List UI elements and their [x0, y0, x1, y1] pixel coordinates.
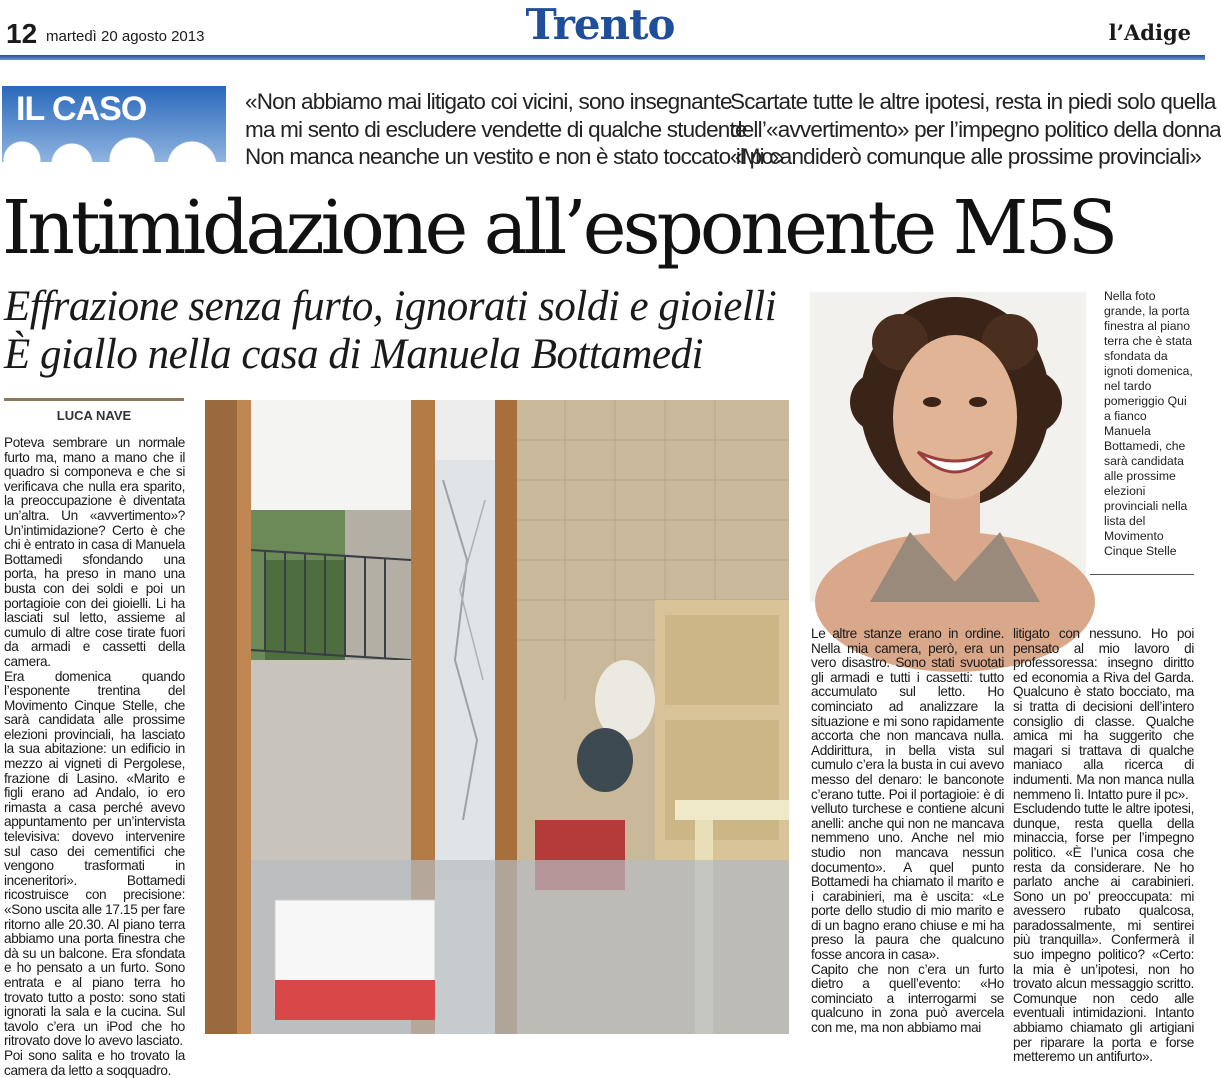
pull-quote-left: [245, 88, 784, 171]
header-rule: [0, 55, 1205, 60]
broken-door-illustration: [205, 400, 789, 1034]
article-column-1: [4, 435, 185, 1078]
byline-rule: [4, 398, 184, 401]
pull-quote-line: ma mi sento di escludere vendette di qualche studente: [245, 116, 747, 142]
article-paragraph: Era domenica quando l’esponente trentina del Movimento Cinque Stelle, che sarà candidata alle prossime elezioni provinciali, ha lasciato la sua abitazione: un edificio in mezzo ai vigneti di Pergolese, frazione di Lasino. «Marito e figli erano ad Andalo, io ero rimasta a casa perché avevo appuntamento per un’intervista televisiva: dovevo intervenire sul caso dei cementifici che vengono trasformati in inceneritori». Bottamedi ricostruisce con precisione: «Sono uscita alle 17.15 per fare ritorno alle 20.30. Al piano terra abbiamo una porta finestra che dà su un balcone. Era sfondata e ho pensato a un furto. Sono entrata e al piano terra ho trovato tutto a posto: sono stati ignorati la sala e la cucina. Sul tavolo c’era un iPod che ho ritrovato dove lo avevo lasciato.: [4, 668, 185, 1049]
byline: LUCA NAVE: [56, 408, 132, 423]
page-number: 12: [6, 18, 38, 49]
kicker-box: [2, 86, 226, 162]
kicker-label: IL CASO: [16, 90, 147, 128]
photo-caption: Nella foto grande, la porta finestra al piano terra che è stata sfondata da ignoti domenica, nel tardo pomeriggio Qui a fianco Manuela Bottamedi, che sarà candidata alle prossime elezioni provinciali nella lista del Movimento Cinque Stelle: [1104, 289, 1193, 558]
pull-quote-line: Non manca neanche un vestito e non è stato toccato il pc»: [245, 144, 784, 169]
pull-quote-line: «Mi candiderò comunque alle prossime provinciali»: [730, 144, 1202, 169]
section-title: Trento: [525, 0, 675, 49]
article-paragraph: Poteva sembrare un normale furto ma, mano a mano che il quadro si componeva e che si verificava che nulla era sparito, la preoccupazione è diventata un’altra. Un «avvertimento»? Un’intimidazione? Certo è che chi è entrato in casa di Manuela Bottamedi sfondando una porta, ha preso in mano una busta con dei soldi e poi un portagioie con dei gioielli. Li ha lasciati sul letto, assieme al cumulo di altre cose tirate fuori da armadi e cassetti della camera.: [4, 435, 185, 669]
subheadline-line: È giallo nella casa di Manuela Bottamedi: [4, 331, 703, 378]
article-paragraph: Escludendo tutte le altre ipotesi, dunque, resta quella della minaccia, forse per l’impegno politico. «È l’unica cosa che resta da considerare. Ne ho parlato anche ai carabinieri. Sono un po’ preoccupata: mi avessero rubato qualcosa, paradossalmente, mi sentirei più tranquilla». Confermerà il suo impegno politico? «Certo: la mia è un’ipotesi, non ho trovato alcun messaggio scritto. Comunque non cedo alle eventuali intimidazioni. Intanto abbiamo chiamato gli artigiani per riparare la porta e forse metteremo un antifurto».: [1013, 801, 1194, 1065]
portrait-illustration: [810, 292, 1086, 602]
article-paragraph: Le altre stanze erano in ordine. Nella mia camera, però, era un vero disastro. Sono stati svuotati gli armadi e tutti i cassetti: tutto accumulato sul letto. Ho cominciato ad analizzare la situazione e mi sono rapidamente accorta che non mancava nulla. Addirittura, in bella vista sul cumulo c’era la busta in cui avevo messo del denaro: le banconote c’erano tutte. Poi il portagioie: è di velluto turchese e contiene alcuni anelli: anche qui non ne mancava nemmeno uno. Anche nel mio studio non mancava nessun documento». A quel punto Bottamedi ha chiamato il marito e i carabinieri, ma è uscita: «Le porte dello studio di mio marito e di un bagno erano chiuse e mi ha preso la paura che qualcuno fosse ancora in casa».: [811, 626, 1004, 963]
pull-quote-line: Scartate tutte le altre ipotesi, resta in piedi solo quella: [730, 89, 1216, 114]
article-column-3: [1013, 626, 1194, 1065]
article-paragraph: Capito che non c’era un furto dietro a quell’evento: «Ho cominciato a interrogarmi se qualcuno in zona può avercela con me, ma non abbiamo mai: [811, 961, 1004, 1036]
main-photo-broken-door: [205, 400, 789, 1034]
kicker-clouds-decoration: [2, 130, 242, 170]
pull-quote-right: [730, 88, 1221, 171]
portrait-photo: [810, 292, 1086, 602]
subheadline-line: Effrazione senza furto, ignorati soldi e gioielli: [4, 283, 777, 330]
article-paragraph: Poi sono salita e ho trovato la camera da letto a soqquadro.: [4, 1047, 185, 1078]
pull-quote-line: dell’«avvertimento» per l’impegno politico della donna: [730, 116, 1221, 142]
issue-date: martedì 20 agosto 2013: [46, 28, 205, 45]
headline: Intimidazione all’esponente M5S: [2, 185, 1115, 271]
newspaper-name: l’Adige: [1108, 20, 1191, 45]
pull-quote-line: «Non abbiamo mai litigato coi vicini, sono insegnante: [245, 89, 732, 114]
article-paragraph: litigato con nessuno. Ho poi pensato al mio lavoro di professoressa: insegno diritto ed economia a Riva del Garda. Qualcuno è stato bocciato, ma si tratta di decisioni dell’intero consiglio di classe. Qualche amica mi ha suggerito che magari si trattava di qualche maniaco alla ricerca di indumenti. Ma non manca nulla nemmeno lì. Intatto pure il pc».: [1013, 626, 1194, 802]
subheadline: [4, 283, 776, 379]
article-column-2: [811, 627, 1004, 1037]
caption-rule: [1090, 574, 1194, 575]
